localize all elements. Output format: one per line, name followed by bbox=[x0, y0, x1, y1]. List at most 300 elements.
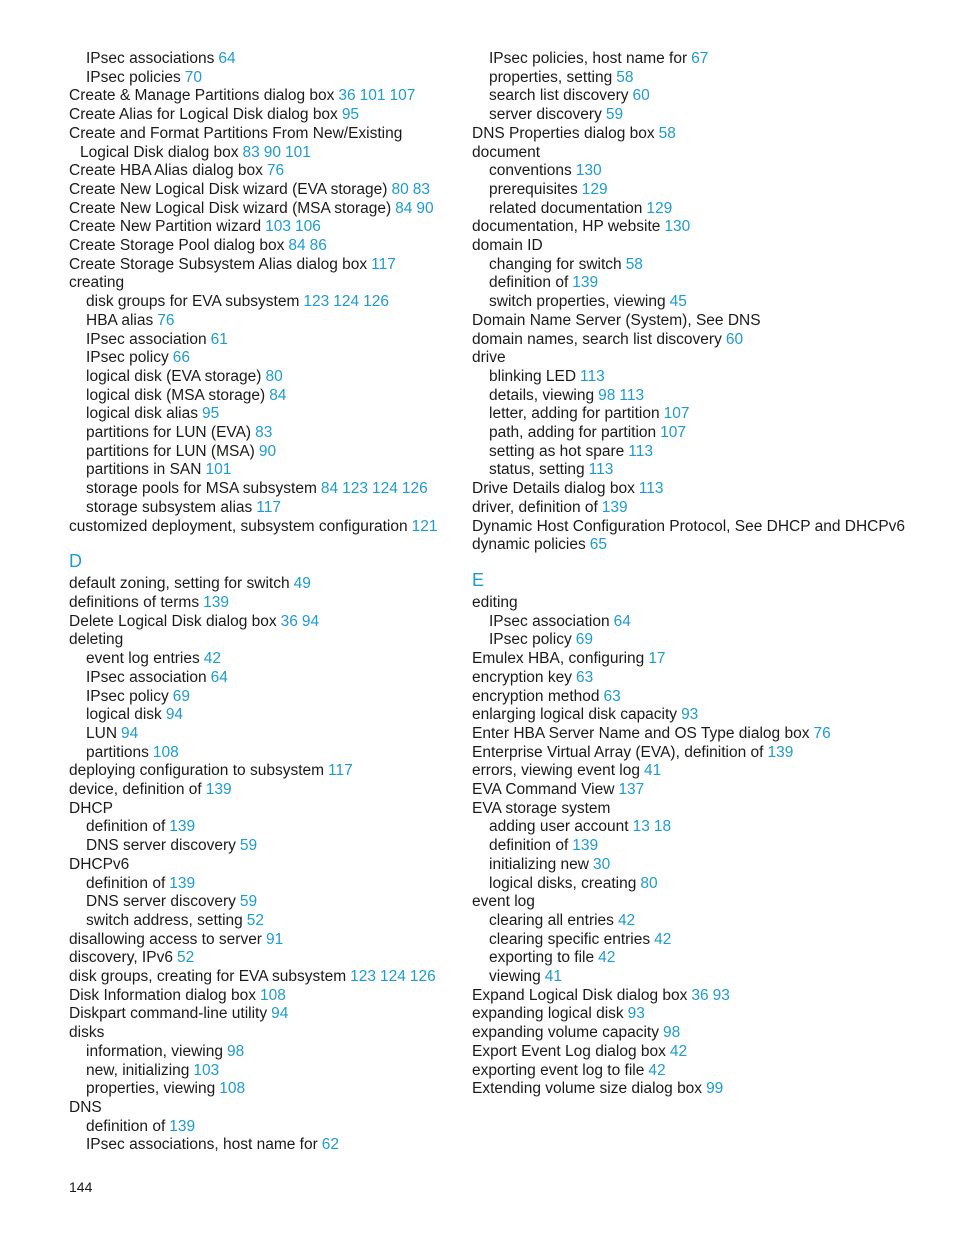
index-subentry bbox=[69, 669, 454, 688]
page-link[interactable]: 36 bbox=[691, 986, 709, 1004]
index-subentry bbox=[69, 744, 454, 763]
index-entry bbox=[472, 125, 912, 144]
index-term: encryption method bbox=[472, 687, 600, 705]
index-term: DHCPv6 bbox=[69, 855, 130, 873]
page-link[interactable]: 13 bbox=[632, 818, 650, 836]
index-subentry bbox=[472, 87, 912, 106]
index-entry bbox=[69, 162, 454, 181]
page-link[interactable]: 139 bbox=[572, 837, 599, 855]
index-term: switch properties, viewing bbox=[489, 293, 666, 311]
page-link[interactable]: 103 bbox=[193, 1061, 220, 1079]
index-subentry bbox=[472, 69, 912, 88]
index-term: disallowing access to server bbox=[69, 930, 262, 948]
index-subentry bbox=[69, 443, 454, 462]
page-link[interactable]: 42 bbox=[648, 1061, 666, 1079]
page-link[interactable]: 41 bbox=[544, 968, 562, 986]
index-entry bbox=[472, 331, 912, 350]
page-link[interactable]: 99 bbox=[706, 1080, 724, 1098]
index-term: expanding logical disk bbox=[472, 1005, 624, 1023]
index-term: Dynamic Host Configuration Protocol, See DHCP and DHCPv6 bbox=[472, 517, 906, 535]
index-term: new, initializing bbox=[86, 1061, 190, 1079]
index-subentry bbox=[472, 912, 912, 931]
index-term: definition of bbox=[86, 818, 166, 836]
page-link[interactable]: 90 bbox=[416, 199, 434, 217]
index-term: adding user account bbox=[489, 818, 629, 836]
index-entry bbox=[472, 800, 912, 819]
page-link[interactable]: 64 bbox=[210, 668, 228, 686]
index-entry bbox=[472, 762, 912, 781]
page-link[interactable]: 60 bbox=[632, 87, 650, 105]
index-term: deploying configuration to subsystem bbox=[69, 762, 325, 780]
page-link[interactable]: 121 bbox=[411, 517, 438, 535]
index-entry bbox=[472, 499, 912, 518]
index-entry bbox=[69, 518, 454, 537]
index-term: letter, adding for partition bbox=[489, 405, 660, 423]
page-link[interactable]: 93 bbox=[712, 986, 730, 1004]
index-entry bbox=[69, 762, 454, 781]
page-link[interactable]: 108 bbox=[259, 986, 286, 1004]
page-link[interactable]: 41 bbox=[644, 762, 662, 780]
index-term: Expand Logical Disk dialog box bbox=[472, 986, 688, 1004]
page-link[interactable]: 126 bbox=[409, 968, 436, 986]
page-link[interactable]: 103 bbox=[265, 218, 291, 236]
index-subentry bbox=[472, 931, 912, 950]
index-term: logical disk (EVA storage) bbox=[86, 367, 262, 385]
page-link[interactable]: 130 bbox=[575, 162, 602, 180]
index-subentry bbox=[69, 1136, 454, 1155]
page-link[interactable]: 60 bbox=[725, 330, 744, 348]
page-link[interactable]: 76 bbox=[157, 311, 175, 329]
page-link[interactable]: 63 bbox=[575, 668, 594, 686]
index-term: IPsec association bbox=[86, 330, 207, 348]
index-letter-heading: E bbox=[472, 569, 485, 590]
index-subentry bbox=[69, 893, 454, 912]
index-term: IPsec policies bbox=[86, 68, 181, 86]
page-link[interactable]: 113 bbox=[588, 461, 614, 479]
index-subentry bbox=[69, 331, 454, 350]
page-link[interactable]: 76 bbox=[266, 162, 285, 180]
index-subentry bbox=[472, 293, 912, 312]
index-entry bbox=[472, 480, 912, 499]
page-link[interactable]: 59 bbox=[605, 106, 624, 124]
index-term: properties, viewing bbox=[86, 1080, 216, 1098]
index-term: deleting bbox=[69, 631, 124, 649]
index-term: creating bbox=[69, 274, 125, 292]
page-link[interactable]: 94 bbox=[271, 1005, 289, 1023]
index-column-left bbox=[69, 50, 454, 1155]
index-entry bbox=[472, 688, 912, 707]
page-link[interactable]: 107 bbox=[389, 87, 416, 105]
index-term: storage subsystem alias bbox=[86, 498, 253, 516]
index-term: HBA alias bbox=[86, 311, 154, 329]
index-subentry bbox=[472, 181, 912, 200]
index-subentry bbox=[472, 424, 912, 443]
page-link[interactable]: 64 bbox=[218, 50, 236, 67]
page-link[interactable]: 93 bbox=[681, 706, 699, 724]
index-term: disk groups for EVA subsystem bbox=[86, 293, 300, 311]
page-link[interactable]: 126 bbox=[363, 293, 389, 311]
page-link[interactable]: 98 bbox=[662, 1024, 681, 1042]
page-link[interactable]: 113 bbox=[638, 480, 664, 498]
index-subentry bbox=[69, 1080, 454, 1099]
index-entry bbox=[69, 781, 454, 800]
page-link[interactable]: 98 bbox=[226, 1042, 245, 1060]
page-link[interactable]: 91 bbox=[265, 930, 284, 948]
index-entry bbox=[472, 1080, 912, 1099]
page-link[interactable]: 139 bbox=[572, 274, 599, 292]
index-term: IPsec associations bbox=[86, 50, 215, 67]
page-link[interactable]: 93 bbox=[627, 1005, 645, 1023]
page-link[interactable]: 59 bbox=[239, 893, 258, 911]
page-link[interactable]: 117 bbox=[328, 762, 353, 780]
index-entry bbox=[472, 312, 912, 331]
page-link[interactable]: 124 bbox=[372, 480, 398, 498]
index-term: domain ID bbox=[472, 237, 543, 255]
index-term: clearing specific entries bbox=[489, 930, 651, 948]
page-link[interactable]: 139 bbox=[205, 781, 232, 799]
page-link[interactable]: 70 bbox=[184, 68, 203, 86]
index-term: logical disk (MSA storage) bbox=[86, 386, 266, 404]
page-link[interactable]: 61 bbox=[210, 330, 228, 348]
page-link[interactable]: 80 bbox=[265, 367, 283, 385]
index-term: EVA Command View bbox=[472, 781, 615, 799]
index-term: definitions of terms bbox=[69, 593, 200, 611]
page-link[interactable]: 139 bbox=[169, 818, 196, 836]
index-subentry bbox=[69, 725, 454, 744]
index-subentry bbox=[69, 312, 454, 331]
index-subentry bbox=[69, 387, 454, 406]
index-entry bbox=[69, 218, 454, 237]
page-link[interactable]: 86 bbox=[309, 237, 327, 255]
index-subentry bbox=[472, 949, 912, 968]
page-link[interactable]: 95 bbox=[341, 106, 360, 124]
index-entry bbox=[69, 968, 454, 987]
page-link[interactable]: 107 bbox=[660, 424, 687, 442]
index-term: IPsec policies, host name for bbox=[489, 50, 688, 67]
index-subentry bbox=[69, 349, 454, 368]
index-term: domain names, search list discovery bbox=[472, 330, 722, 348]
index-term: logical disk alias bbox=[86, 405, 198, 423]
index-term: Create Alias for Logical Disk dialog box bbox=[69, 106, 338, 124]
index-term: Create Storage Subsystem Alias dialog box bbox=[69, 255, 368, 273]
index-entry bbox=[69, 1024, 454, 1043]
page-link[interactable]: 80 bbox=[391, 180, 409, 198]
page-link[interactable]: 66 bbox=[172, 349, 190, 367]
index-term: LUN bbox=[86, 724, 118, 742]
page-link[interactable]: 42 bbox=[203, 650, 221, 668]
index-term: Create & Manage Partitions dialog box bbox=[69, 87, 335, 105]
index-term: status, setting bbox=[489, 461, 585, 479]
index-term: prerequisites bbox=[489, 180, 578, 198]
page-link[interactable]: 94 bbox=[165, 706, 184, 724]
index-subentry bbox=[472, 443, 912, 462]
index-term: DNS Properties dialog box bbox=[472, 124, 655, 142]
page-link[interactable]: 80 bbox=[640, 874, 658, 892]
page-link[interactable]: 123 bbox=[350, 968, 376, 986]
page-link[interactable]: 67 bbox=[691, 50, 709, 67]
index-term: Create New Logical Disk wizard (EVA storage) bbox=[69, 180, 388, 198]
page-link[interactable]: 18 bbox=[653, 818, 672, 836]
index-entry bbox=[472, 218, 912, 237]
page-link[interactable]: 42 bbox=[598, 949, 616, 967]
index-term: storage pools for MSA subsystem bbox=[86, 480, 317, 498]
index-term: event log entries bbox=[86, 650, 200, 668]
page-link[interactable]: 64 bbox=[613, 612, 631, 630]
page-link[interactable]: 17 bbox=[648, 650, 666, 668]
index-term: viewing bbox=[489, 968, 541, 986]
index-term: related documentation bbox=[489, 199, 643, 217]
page-link[interactable]: 124 bbox=[333, 293, 360, 311]
page-link[interactable]: 69 bbox=[575, 631, 593, 649]
index-term: logical disk bbox=[86, 706, 162, 724]
index-term: partitions for LUN (EVA) bbox=[86, 424, 252, 442]
page-link[interactable]: 95 bbox=[202, 405, 220, 423]
index-subentry bbox=[69, 1118, 454, 1137]
index-subentry bbox=[69, 499, 454, 518]
page-link[interactable]: 123 bbox=[303, 293, 330, 311]
index-term: driver, definition of bbox=[472, 498, 598, 516]
page-link[interactable]: 139 bbox=[203, 593, 229, 611]
index-entry bbox=[69, 125, 454, 162]
index-term: definition of bbox=[86, 874, 166, 892]
index-subentry bbox=[69, 405, 454, 424]
index-term: initializing new bbox=[489, 855, 589, 873]
page-link[interactable]: 90 bbox=[263, 143, 282, 161]
page-link[interactable]: 42 bbox=[617, 911, 636, 929]
index-entry bbox=[472, 349, 912, 368]
index-term: Delete Logical Disk dialog box bbox=[69, 612, 277, 630]
index-subentry bbox=[472, 368, 912, 387]
page-link[interactable]: 113 bbox=[580, 367, 605, 385]
index-term: default zoning, setting for switch bbox=[69, 575, 290, 593]
page-link[interactable]: 42 bbox=[654, 930, 672, 948]
page-link[interactable]: 139 bbox=[767, 743, 794, 761]
page-link[interactable]: 90 bbox=[258, 442, 277, 460]
index-subentry bbox=[69, 650, 454, 669]
index-entry bbox=[472, 987, 912, 1006]
index-term: IPsec policy bbox=[86, 349, 169, 367]
index-term: editing bbox=[472, 593, 518, 611]
index-term: clearing all entries bbox=[489, 911, 614, 929]
index-subentry bbox=[69, 837, 454, 856]
index-term: conventions bbox=[489, 162, 572, 180]
page-link[interactable]: 101 bbox=[285, 143, 311, 161]
page-number: 144 bbox=[69, 1179, 93, 1195]
index-subentry bbox=[69, 50, 454, 69]
page-link[interactable]: 94 bbox=[301, 612, 320, 630]
index-term: information, viewing bbox=[86, 1042, 223, 1060]
page-link[interactable]: 42 bbox=[669, 1042, 688, 1060]
page-link[interactable]: 108 bbox=[152, 743, 179, 761]
index-term: Enterprise Virtual Array (EVA), definition of bbox=[472, 743, 764, 761]
index-entry bbox=[472, 725, 912, 744]
page-link[interactable]: 139 bbox=[601, 498, 628, 516]
index-term: exporting event log to file bbox=[472, 1061, 645, 1079]
page-link[interactable]: 83 bbox=[242, 143, 260, 161]
page-link[interactable]: 98 bbox=[598, 386, 616, 404]
index-term: DNS server discovery bbox=[86, 837, 236, 855]
index-term: errors, viewing event log bbox=[472, 762, 640, 780]
page-link[interactable]: 65 bbox=[589, 536, 607, 554]
page-link[interactable]: 139 bbox=[169, 874, 196, 892]
index-term: drive bbox=[472, 349, 506, 367]
index-term: definition of bbox=[86, 1117, 166, 1135]
index-entry bbox=[69, 631, 454, 650]
page-link[interactable]: 84 bbox=[395, 199, 413, 217]
page-link[interactable]: 63 bbox=[603, 687, 621, 705]
index-term: IPsec policy bbox=[489, 631, 572, 649]
page-link[interactable]: 129 bbox=[646, 199, 673, 217]
page-link[interactable]: 58 bbox=[616, 68, 634, 86]
index-term: Enter HBA Server Name and OS Type dialog box bbox=[472, 724, 810, 742]
index-term: documentation, HP website bbox=[472, 218, 661, 236]
index-entry bbox=[472, 744, 912, 763]
index-subentry bbox=[69, 69, 454, 88]
page-link[interactable]: 59 bbox=[239, 837, 258, 855]
index-term: expanding volume capacity bbox=[472, 1024, 659, 1042]
page-link[interactable]: 62 bbox=[321, 1136, 340, 1154]
page-link[interactable]: 69 bbox=[172, 687, 190, 705]
index-subentry bbox=[69, 480, 454, 499]
page-link[interactable]: 83 bbox=[412, 180, 430, 198]
index-term: Diskpart command-line utility bbox=[69, 1005, 268, 1023]
index-subentry bbox=[69, 1043, 454, 1062]
index-entry bbox=[472, 669, 912, 688]
index-entry bbox=[472, 1043, 912, 1062]
index-term: IPsec associations, host name for bbox=[86, 1136, 318, 1154]
index-entry bbox=[69, 856, 454, 875]
index-term: Create HBA Alias dialog box bbox=[69, 162, 263, 180]
index-term: partitions bbox=[86, 743, 149, 761]
index-entry bbox=[69, 613, 454, 632]
index-entry bbox=[69, 987, 454, 1006]
page-link[interactable]: 117 bbox=[256, 498, 281, 516]
page-link[interactable]: 83 bbox=[255, 424, 273, 442]
page-link[interactable]: 36 bbox=[338, 87, 356, 105]
index-term: Extending volume size dialog box bbox=[472, 1080, 703, 1098]
index-term: switch address, setting bbox=[86, 911, 243, 929]
page-link[interactable]: 84 bbox=[288, 237, 306, 255]
page-link[interactable]: 94 bbox=[121, 724, 139, 742]
page-link[interactable]: 107 bbox=[663, 405, 690, 423]
index-subentry bbox=[472, 631, 912, 650]
index-entry bbox=[69, 106, 454, 125]
page-link[interactable]: 137 bbox=[618, 781, 645, 799]
index-term: Disk Information dialog box bbox=[69, 986, 256, 1004]
index-term: dynamic policies bbox=[472, 536, 586, 554]
index-term: Domain Name Server (System), See DNS bbox=[472, 311, 761, 329]
index-term: Create New Partition wizard bbox=[69, 218, 262, 236]
page-link[interactable]: 101 bbox=[205, 461, 232, 479]
page-link[interactable]: 58 bbox=[658, 124, 676, 142]
index-subentry bbox=[472, 461, 912, 480]
index-subentry bbox=[472, 837, 912, 856]
index-term: Emulex HBA, configuring bbox=[472, 650, 645, 668]
page-link[interactable]: 130 bbox=[664, 218, 691, 236]
index-entry bbox=[472, 144, 912, 163]
index-subentry bbox=[472, 200, 912, 219]
page-link[interactable]: 76 bbox=[813, 724, 831, 742]
page-link[interactable]: 58 bbox=[625, 255, 643, 273]
page-link[interactable]: 30 bbox=[592, 855, 611, 873]
page-link[interactable]: 108 bbox=[219, 1080, 246, 1098]
index-term: DHCP bbox=[69, 799, 113, 817]
index-subentry bbox=[472, 613, 912, 632]
page-link[interactable]: 36 bbox=[280, 612, 298, 630]
index-term: discovery, IPv6 bbox=[69, 949, 173, 967]
index-term: Export Event Log dialog box bbox=[472, 1042, 666, 1060]
index-term: IPsec policy bbox=[86, 687, 169, 705]
page-link[interactable]: 101 bbox=[359, 87, 386, 105]
index-term: exporting to file bbox=[489, 949, 595, 967]
index-entry bbox=[472, 706, 912, 725]
index-subentry bbox=[69, 293, 454, 312]
page-link[interactable]: 106 bbox=[294, 218, 321, 236]
index-term: properties, setting bbox=[489, 68, 613, 86]
index-term: definition of bbox=[489, 837, 569, 855]
page-link[interactable]: 84 bbox=[320, 480, 339, 498]
index-subentry bbox=[69, 688, 454, 707]
index-term: disk groups, creating for EVA subsystem bbox=[69, 968, 347, 986]
index-subentry bbox=[472, 162, 912, 181]
index-entry bbox=[472, 650, 912, 669]
page-link[interactable]: 126 bbox=[401, 480, 428, 498]
index-entry bbox=[69, 949, 454, 968]
page-link[interactable]: 49 bbox=[293, 575, 311, 593]
index-term: path, adding for partition bbox=[489, 424, 657, 442]
index-term: DNS bbox=[69, 1098, 102, 1116]
index-term: device, definition of bbox=[69, 781, 202, 799]
index-term: document bbox=[472, 143, 541, 161]
page-link[interactable]: 45 bbox=[669, 293, 687, 311]
index-subentry bbox=[69, 912, 454, 931]
index-entry bbox=[472, 781, 912, 800]
index-entry bbox=[472, 536, 912, 555]
index-term: partitions in SAN bbox=[86, 461, 202, 479]
index-subentry bbox=[472, 274, 912, 293]
index-subentry bbox=[472, 405, 912, 424]
index-entry bbox=[472, 893, 912, 912]
index-term: changing for switch bbox=[489, 255, 622, 273]
index-subentry bbox=[472, 875, 912, 894]
page-link[interactable]: 113 bbox=[619, 386, 645, 404]
index-term: EVA storage system bbox=[472, 799, 611, 817]
index-entry bbox=[69, 237, 454, 256]
index-subentry bbox=[69, 875, 454, 894]
page-link[interactable]: 123 bbox=[342, 480, 369, 498]
index-term: partitions for LUN (MSA) bbox=[86, 442, 255, 460]
index-entry bbox=[69, 575, 454, 594]
page-link[interactable]: 139 bbox=[169, 1117, 196, 1135]
page-link[interactable]: 52 bbox=[176, 949, 195, 967]
index-entry bbox=[472, 1005, 912, 1024]
index-subentry bbox=[69, 1062, 454, 1081]
index-subentry bbox=[472, 856, 912, 875]
index-term: DNS server discovery bbox=[86, 893, 236, 911]
index-term: IPsec association bbox=[489, 612, 610, 630]
index-term: encryption key bbox=[472, 668, 572, 686]
page-link[interactable]: 52 bbox=[246, 911, 265, 929]
page-link[interactable]: 124 bbox=[380, 968, 406, 986]
index-term: enlarging logical disk capacity bbox=[472, 706, 678, 724]
page-link[interactable]: 129 bbox=[581, 180, 608, 198]
page-link[interactable]: 117 bbox=[371, 255, 396, 273]
page-link[interactable]: 113 bbox=[628, 442, 653, 460]
index-entry bbox=[69, 594, 454, 613]
index-entry bbox=[69, 256, 454, 275]
page-link[interactable]: 84 bbox=[269, 386, 287, 404]
index-subentry bbox=[69, 461, 454, 480]
